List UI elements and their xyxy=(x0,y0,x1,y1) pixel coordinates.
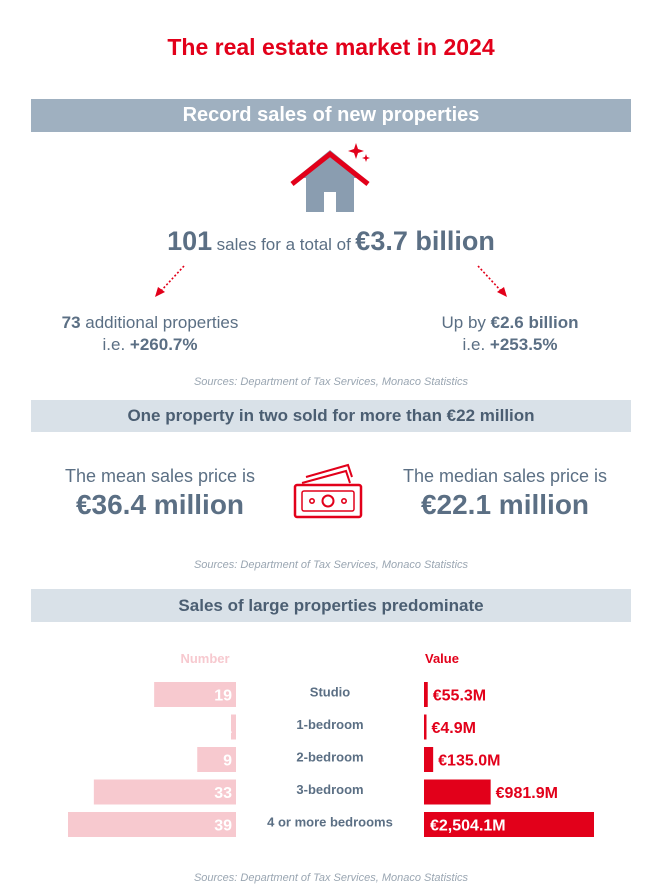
additional-ie: i.e. xyxy=(102,335,126,354)
legend-number: Number xyxy=(180,651,230,666)
median-price-value: €22.1 million xyxy=(420,489,590,520)
increase-text: Up by xyxy=(441,313,486,332)
house-icon xyxy=(290,140,372,214)
category-label: Studio xyxy=(309,684,351,700)
sales-headline xyxy=(0,226,662,257)
increase-amount: €2.6 billion xyxy=(490,313,579,332)
section-band-record-sales: Record sales of new properties xyxy=(31,99,631,132)
sales-mid-text: sales for a total of xyxy=(216,235,351,254)
source-note-1: Sources: Department of Tax Services, Monaco Statistics xyxy=(193,376,469,388)
median-price-label: The median sales price is xyxy=(402,466,608,486)
number-bar-label: 39 xyxy=(214,817,232,835)
mean-price-block xyxy=(40,466,280,521)
page-title: The real estate market in 2024 xyxy=(167,34,495,60)
value-bar xyxy=(424,780,491,805)
additional-count: 73 xyxy=(61,313,81,332)
value-bar-label: €55.3M xyxy=(432,687,487,705)
number-bar-label: 33 xyxy=(214,785,232,802)
value-bar-label: €135.0M xyxy=(438,752,501,770)
source-note-2: Sources: Department of Tax Services, Monaco Statistics xyxy=(193,559,469,571)
legend-value: Value xyxy=(425,651,459,666)
category-label: 2-bedroom xyxy=(296,749,364,765)
median-price-block xyxy=(382,466,628,521)
number-bar-label: 1 xyxy=(223,720,232,737)
category-label: 1-bedroom xyxy=(296,717,364,732)
source-note-3: Sources: Department of Tax Services, Monaco Statistics xyxy=(193,872,469,884)
additional-text: additional properties xyxy=(85,313,239,332)
category-label: 4 or more bedrooms xyxy=(267,814,393,830)
mean-price-value: €36.4 million xyxy=(75,489,245,520)
sparkle-icon xyxy=(348,143,370,162)
number-bar xyxy=(68,812,236,837)
increase-pct: +253.5% xyxy=(489,335,558,354)
category-label: 3-bedroom xyxy=(296,782,364,797)
value-bar xyxy=(424,682,428,707)
mean-price-label: The mean sales price is xyxy=(64,466,256,486)
additional-pct: +260.7% xyxy=(129,335,198,354)
section-band-sizes: Sales of large properties predominate xyxy=(31,589,631,622)
value-bar-label: €4.9M xyxy=(431,720,476,737)
sales-count: 101 xyxy=(167,226,213,256)
additional-properties-stat xyxy=(30,312,270,356)
value-bar-label: €981.9M xyxy=(495,785,558,802)
value-bar xyxy=(424,747,433,772)
section-band-price: One property in two sold for more than €22 million xyxy=(31,400,631,432)
value-bar xyxy=(424,715,427,740)
increase-ie: i.e. xyxy=(462,335,486,354)
value-increase-stat xyxy=(410,312,610,356)
banknotes-icon xyxy=(292,463,364,521)
number-bar-label: 19 xyxy=(214,687,232,705)
sales-total: €3.7 billion xyxy=(355,226,495,256)
number-bar-label: 9 xyxy=(223,752,232,770)
property-size-bar-chart xyxy=(0,640,662,845)
split-arrows xyxy=(0,262,662,302)
value-bar-label: €2,504.1M xyxy=(430,817,506,835)
